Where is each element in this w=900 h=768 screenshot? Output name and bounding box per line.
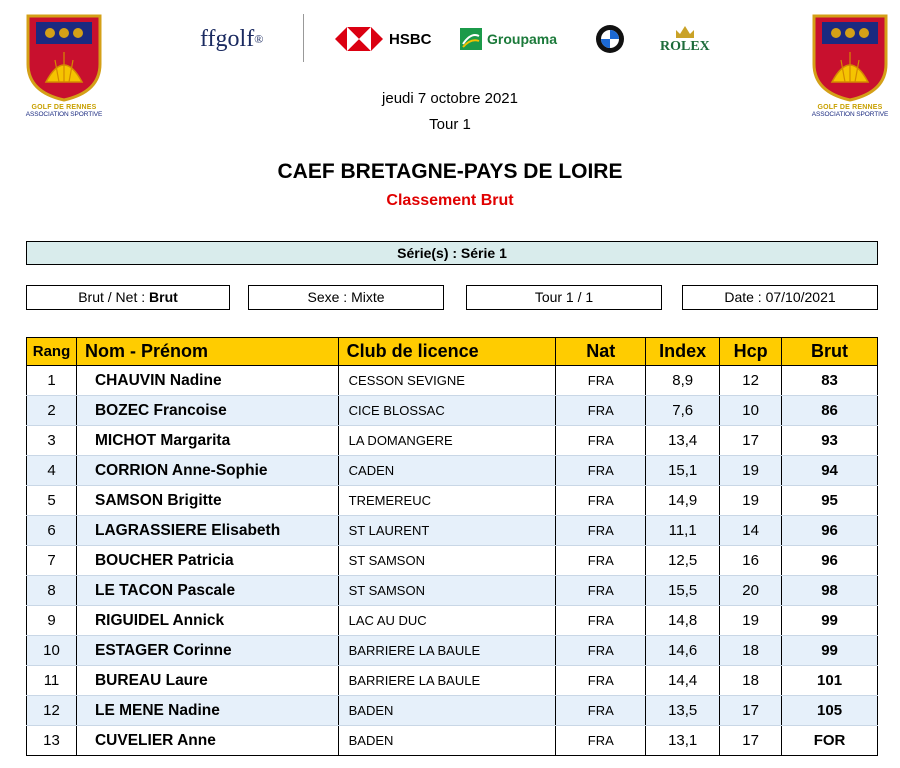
shield-icon	[24, 12, 104, 102]
cell-index: 15,5	[646, 576, 720, 606]
series-bar: Série(s) : Série 1	[26, 241, 878, 265]
cell-rang: 13	[27, 726, 77, 756]
cell-brut: 99	[782, 636, 878, 666]
cell-brut: 96	[782, 516, 878, 546]
table-row	[27, 606, 878, 636]
table-row	[27, 396, 878, 426]
cell-index: 13,4	[646, 426, 720, 456]
cell-club: ST SAMSON	[338, 576, 556, 606]
cell-nat: FRA	[556, 456, 646, 486]
cell-index: 14,4	[646, 666, 720, 696]
table-row	[27, 546, 878, 576]
ffgolf-logo	[200, 14, 263, 64]
cell-rang: 10	[27, 636, 77, 666]
hsbc-logo	[335, 14, 432, 64]
ffgolf-mark: ®	[254, 31, 264, 46]
table-row	[27, 456, 878, 486]
col-header-index: Index	[646, 338, 720, 366]
col-header-hcp: Hcp	[720, 338, 782, 366]
cell-nat: FRA	[556, 576, 646, 606]
cell-club: TREMEREUC	[338, 486, 556, 516]
hsbc-text: HSBC	[389, 30, 432, 48]
cell-hcp: 10	[720, 396, 782, 426]
cell-rang: 1	[27, 366, 77, 396]
club-logo-line1: GOLF DE RENNES	[31, 104, 97, 111]
cell-brut: 105	[782, 696, 878, 726]
cell-nom: BOUCHER Patricia	[76, 546, 338, 576]
table-row	[27, 696, 878, 726]
cell-hcp: 19	[720, 606, 782, 636]
cell-rang: 6	[27, 516, 77, 546]
sponsor-divider	[303, 14, 304, 62]
cell-nom: LE TACON Pascale	[76, 576, 338, 606]
groupama-leaf-icon	[460, 28, 482, 50]
cell-nom: SAMSON Brigitte	[76, 486, 338, 516]
cell-nom: LE MENE Nadine	[76, 696, 338, 726]
cell-nat: FRA	[556, 486, 646, 516]
table-row	[27, 666, 878, 696]
cell-nom: RIGUIDEL Annick	[76, 606, 338, 636]
cell-club: CESSON SEVIGNE	[338, 366, 556, 396]
cell-nat: FRA	[556, 546, 646, 576]
table-row	[27, 636, 878, 666]
cell-brut: 83	[782, 366, 878, 396]
col-header-rang: Rang	[27, 338, 77, 366]
cell-rang: 2	[27, 396, 77, 426]
club-logo-line2: ASSOCIATION SPORTIVE	[25, 111, 103, 118]
table-row	[27, 516, 878, 546]
table-row	[27, 486, 878, 516]
crown-icon	[674, 24, 696, 40]
col-header-nat: Nat	[556, 338, 646, 366]
info-brutnet-value: Brut	[149, 289, 178, 305]
bmw-roundel-icon	[595, 24, 625, 54]
club-logo-right	[806, 12, 894, 124]
ffgolf-text: ffgolf	[200, 25, 255, 52]
info-sexe: Sexe : Mixte	[248, 285, 444, 310]
event-round: Tour 1	[429, 116, 471, 133]
cell-nat: FRA	[556, 606, 646, 636]
cell-brut: 86	[782, 396, 878, 426]
cell-rang: 3	[27, 426, 77, 456]
hsbc-hexagon-icon	[335, 27, 383, 51]
cell-brut: 99	[782, 606, 878, 636]
info-date: Date : 07/10/2021	[682, 285, 878, 310]
cell-nat: FRA	[556, 636, 646, 666]
groupama-logo	[460, 14, 557, 64]
cell-brut: 94	[782, 456, 878, 486]
table-row	[27, 576, 878, 606]
shield-icon	[810, 12, 890, 102]
cell-nat: FRA	[556, 366, 646, 396]
cell-hcp: 19	[720, 486, 782, 516]
col-header-club: Club de licence	[338, 338, 556, 366]
cell-index: 14,8	[646, 606, 720, 636]
rolex-logo	[660, 14, 710, 64]
cell-nom: CORRION Anne-Sophie	[76, 456, 338, 486]
cell-index: 8,9	[646, 366, 720, 396]
cell-nat: FRA	[556, 696, 646, 726]
cell-club: CADEN	[338, 456, 556, 486]
cell-index: 14,9	[646, 486, 720, 516]
cell-rang: 4	[27, 456, 77, 486]
cell-club: BARRIERE LA BAULE	[338, 636, 556, 666]
cell-index: 13,5	[646, 696, 720, 726]
results-table	[26, 337, 878, 756]
cell-nat: FRA	[556, 396, 646, 426]
cell-index: 7,6	[646, 396, 720, 426]
info-tour: Tour 1 / 1	[466, 285, 662, 310]
cell-index: 13,1	[646, 726, 720, 756]
results-body	[27, 366, 878, 756]
cell-rang: 5	[27, 486, 77, 516]
cell-club: LA DOMANGERE	[338, 426, 556, 456]
cell-hcp: 18	[720, 636, 782, 666]
cell-club: ST LAURENT	[338, 516, 556, 546]
cell-nat: FRA	[556, 726, 646, 756]
cell-rang: 7	[27, 546, 77, 576]
cell-hcp: 17	[720, 726, 782, 756]
cell-hcp: 19	[720, 456, 782, 486]
cell-index: 15,1	[646, 456, 720, 486]
cell-hcp: 17	[720, 696, 782, 726]
cell-nom: MICHOT Margarita	[76, 426, 338, 456]
cell-nat: FRA	[556, 516, 646, 546]
cell-nom: BOZEC Francoise	[76, 396, 338, 426]
cell-rang: 9	[27, 606, 77, 636]
info-brutnet-label: Brut / Net :	[78, 289, 150, 305]
cell-index: 14,6	[646, 636, 720, 666]
cell-hcp: 16	[720, 546, 782, 576]
cell-nom: BUREAU Laure	[76, 666, 338, 696]
cell-hcp: 18	[720, 666, 782, 696]
cell-index: 12,5	[646, 546, 720, 576]
cell-brut: 101	[782, 666, 878, 696]
cell-hcp: 17	[720, 426, 782, 456]
cell-club: LAC AU DUC	[338, 606, 556, 636]
cell-nom: CUVELIER Anne	[76, 726, 338, 756]
cell-index: 11,1	[646, 516, 720, 546]
cell-rang: 12	[27, 696, 77, 726]
club-logo-line2: ASSOCIATION SPORTIVE	[811, 111, 889, 118]
cell-club: ST SAMSON	[338, 546, 556, 576]
cell-hcp: 12	[720, 366, 782, 396]
cell-brut: 93	[782, 426, 878, 456]
cell-hcp: 14	[720, 516, 782, 546]
cell-hcp: 20	[720, 576, 782, 606]
cell-nat: FRA	[556, 426, 646, 456]
rolex-text: ROLEX	[660, 39, 710, 54]
table-row	[27, 366, 878, 396]
page-title: CAEF BRETAGNE-PAYS DE LOIRE	[277, 160, 623, 183]
groupama-text: Groupama	[487, 31, 558, 47]
club-logo-line1: GOLF DE RENNES	[817, 104, 883, 111]
table-row	[27, 726, 878, 756]
col-header-nom: Nom - Prénom	[76, 338, 338, 366]
info-brutnet	[26, 285, 230, 310]
cell-nom: ESTAGER Corinne	[76, 636, 338, 666]
cell-brut: 98	[782, 576, 878, 606]
cell-club: CICE BLOSSAC	[338, 396, 556, 426]
cell-brut: 95	[782, 486, 878, 516]
table-header-row	[27, 338, 878, 366]
cell-nat: FRA	[556, 666, 646, 696]
sponsor-strip	[200, 14, 760, 64]
club-logo-left	[20, 12, 108, 124]
table-row	[27, 426, 878, 456]
cell-club: BARRIERE LA BAULE	[338, 666, 556, 696]
cell-nom: CHAUVIN Nadine	[76, 366, 338, 396]
cell-brut: 96	[782, 546, 878, 576]
cell-nom: LAGRASSIERE Elisabeth	[76, 516, 338, 546]
cell-rang: 11	[27, 666, 77, 696]
cell-brut: FOR	[782, 726, 878, 756]
cell-club: BADEN	[338, 696, 556, 726]
cell-rang: 8	[27, 576, 77, 606]
event-date: jeudi 7 octobre 2021	[382, 90, 518, 107]
cell-club: BADEN	[338, 726, 556, 756]
col-header-brut: Brut	[782, 338, 878, 366]
bmw-logo	[595, 14, 625, 64]
page-subtitle: Classement Brut	[386, 192, 514, 209]
